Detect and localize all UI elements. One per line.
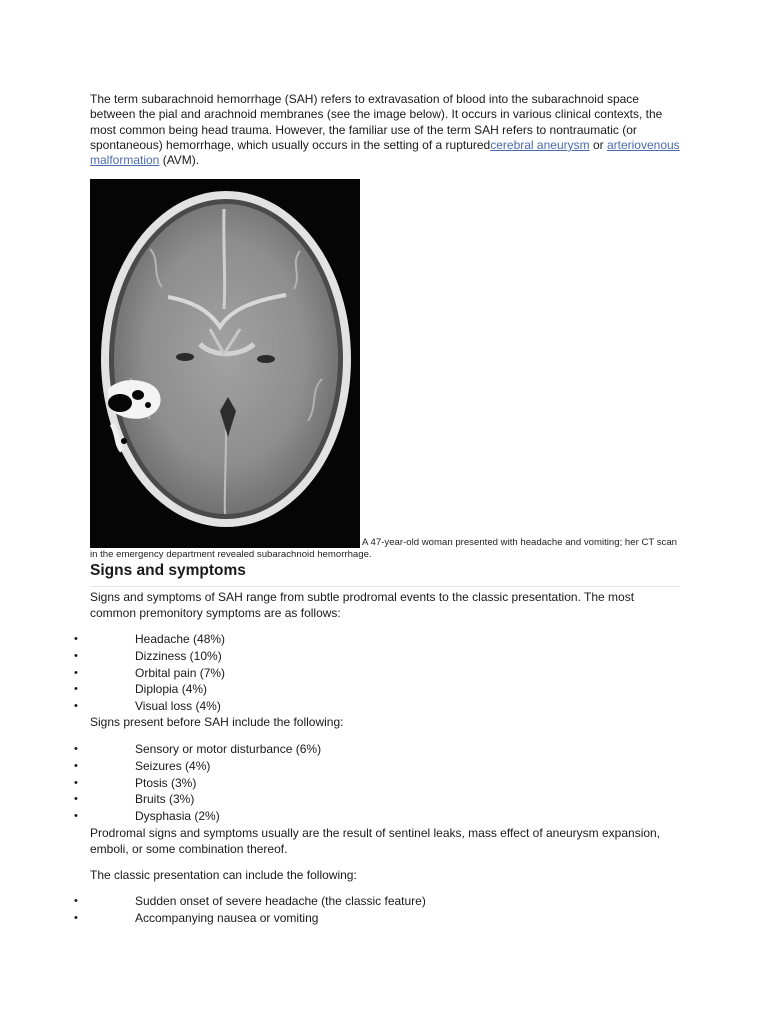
bullet-icon: • bbox=[74, 776, 78, 789]
list-item bbox=[0, 681, 700, 698]
intro-connector-text: or bbox=[589, 137, 607, 152]
classic-presentation-list bbox=[0, 893, 700, 927]
bullet-icon: • bbox=[74, 895, 78, 907]
list-item bbox=[0, 741, 700, 758]
figure-caption bbox=[90, 537, 680, 562]
list-item bbox=[0, 808, 700, 825]
bullet-icon: • bbox=[74, 759, 78, 772]
list-item-text: Accompanying nausea or vomiting bbox=[135, 910, 319, 925]
cerebral-aneurysm-link[interactable]: cerebral aneurysm bbox=[490, 137, 590, 152]
list-item-text: Seizures (4%) bbox=[135, 758, 211, 773]
pre-sah-signs-list bbox=[0, 741, 700, 825]
bullet-icon: • bbox=[74, 743, 78, 755]
list-item-text: Dysphasia (2%) bbox=[135, 809, 220, 824]
intro-trailing-text: (AVM). bbox=[159, 153, 200, 168]
prodromal-paragraph: Prodromal signs and symptoms usually are the result of sentinel leaks, mass effect of aneurysm expansion, emboli, or some combination thereof. bbox=[90, 826, 661, 856]
list-item-text: Orbital pain (7%) bbox=[135, 665, 226, 680]
section-heading: Signs and symptoms bbox=[90, 561, 680, 587]
pre-sah-signs-intro: Signs present before SAH include the following: bbox=[90, 715, 344, 729]
intro-symptoms-paragraph: Signs and symptoms of SAH range from subtle prodromal events to the classic presentation. The most common premonitory symptoms are as follows: bbox=[90, 590, 635, 620]
bullet-icon: • bbox=[74, 633, 78, 645]
list-item-text: Headache (48%) bbox=[135, 632, 226, 646]
list-item-text: Sudden onset of severe headache (the classic feature) bbox=[135, 894, 426, 908]
list-item bbox=[0, 758, 700, 775]
list-item bbox=[0, 893, 700, 910]
intro-paragraph bbox=[90, 92, 680, 168]
list-item-text: Dizziness (10%) bbox=[135, 648, 222, 663]
bullet-icon: • bbox=[74, 911, 78, 924]
ct-scan-image bbox=[90, 179, 360, 548]
list-item bbox=[0, 648, 700, 665]
bullet-icon: • bbox=[74, 683, 78, 696]
list-item bbox=[0, 631, 700, 648]
list-item-text: Sensory or motor disturbance (6%) bbox=[135, 742, 322, 756]
bullet-icon: • bbox=[74, 666, 78, 679]
intro-text: The term subarachnoid hemorrhage (SAH) refers to extravasation of blood into the subarachnoid space between the pial and arachnoid membranes (see the image below). It occurs in various clinical contexts, the most common being head trauma. However, the familiar use of the term SAH refers to nontraumatic (or spontaneous) hemorrhage, which usually occurs in the setting of a ruptured bbox=[90, 92, 663, 152]
bullet-icon: • bbox=[74, 700, 78, 713]
list-item bbox=[0, 775, 700, 792]
list-item bbox=[0, 791, 700, 808]
premonitory-symptoms-list bbox=[0, 631, 700, 715]
figure-caption-text: A 47-year-old woman presented with headache and vomiting; her CT scan in the emergency department revealed subarachnoid hemorrhage. bbox=[90, 537, 677, 561]
list-item bbox=[0, 910, 700, 927]
list-item-text: Bruits (3%) bbox=[135, 792, 195, 807]
list-item-text: Visual loss (4%) bbox=[135, 699, 221, 714]
list-item-text: Diplopia (4%) bbox=[135, 682, 208, 697]
bullet-icon: • bbox=[74, 793, 78, 806]
list-item bbox=[0, 698, 700, 715]
list-item-text: Ptosis (3%) bbox=[135, 775, 197, 790]
arteriovenous-malformation-link[interactable]: arteriovenous malformation bbox=[90, 137, 680, 168]
list-item bbox=[0, 665, 700, 682]
bullet-icon: • bbox=[74, 810, 78, 823]
bullet-icon: • bbox=[74, 649, 78, 662]
classic-presentation-intro: The classic presentation can include the following: bbox=[90, 868, 357, 882]
